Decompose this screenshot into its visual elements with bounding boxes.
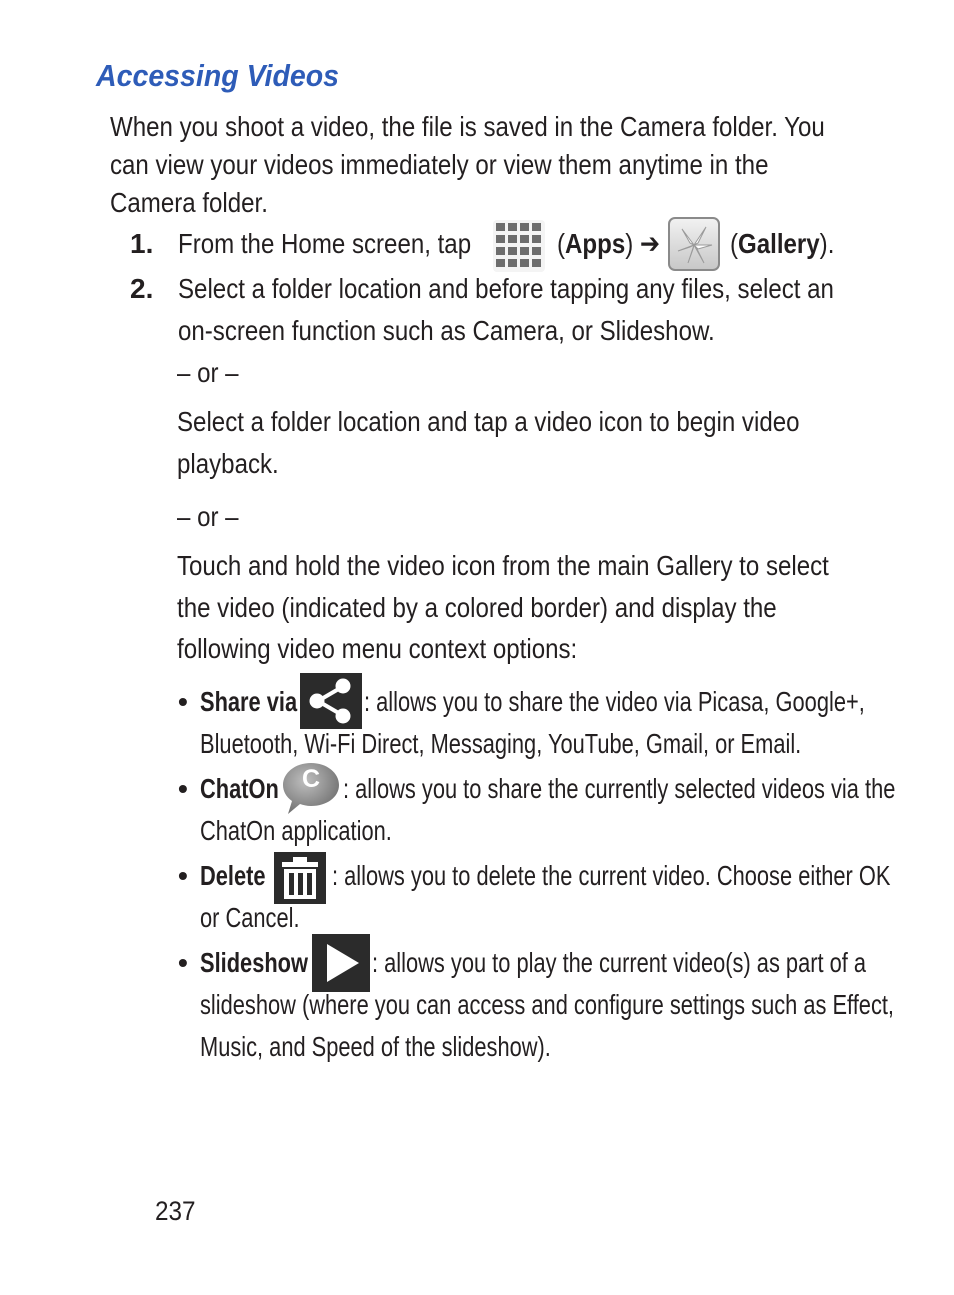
alt-instruction-2-cont: following video menu context options: bbox=[177, 633, 578, 664]
alt-instruction-1: Select a folder location and tap a video icon to begin video bbox=[177, 406, 800, 437]
apps-grid-icon bbox=[493, 220, 545, 272]
alt-instruction-2: Touch and hold the video icon from the main Gallery to select bbox=[177, 550, 829, 581]
alt-instruction-2-cont: the video (indicated by a colored border) and display the bbox=[177, 592, 777, 623]
share-icon bbox=[300, 673, 362, 729]
intro-paragraph: When you shoot a video, the file is saved in the Camera folder. You can view your videos immediately or view them anytime in the Camera folder. bbox=[110, 111, 825, 218]
arrow-glyph: ➔ bbox=[639, 228, 661, 259]
or-separator: – or – bbox=[177, 501, 239, 532]
step-1: 1. From the Home screen, tap (Apps) ➔ (Gallery). bbox=[130, 223, 890, 273]
or-separator: – or – bbox=[177, 357, 239, 388]
section-heading: Accessing Videos bbox=[96, 58, 340, 93]
gallery-label: Gallery bbox=[738, 228, 820, 259]
step-2: 2. Select a folder location and before tapping any files, select an on-screen function such as Camera, or Slideshow. bbox=[130, 273, 834, 346]
apps-label: Apps bbox=[565, 228, 626, 259]
gallery-icon bbox=[668, 217, 720, 271]
alt-instruction-1-cont: playback. bbox=[177, 448, 279, 479]
chaton-icon-letter: C bbox=[301, 765, 321, 793]
page-number: 237 bbox=[155, 1196, 196, 1226]
